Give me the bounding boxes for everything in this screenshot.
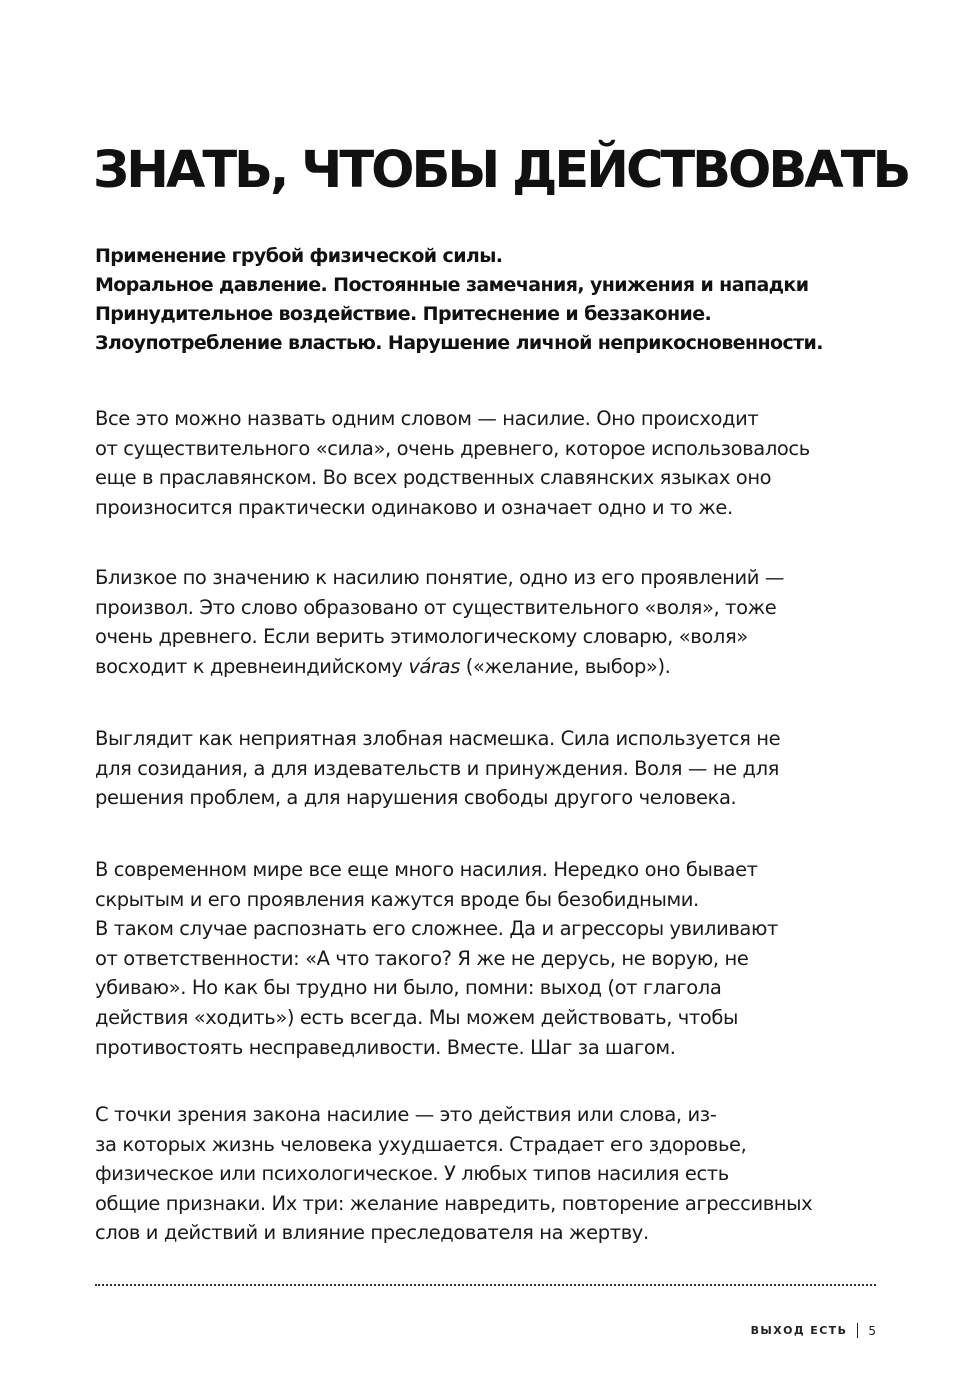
paragraph-line: произносится практически одинаково и означает одно и то же. (95, 495, 733, 519)
paragraph-line: общие признаки. Их три: желание навредить, повторение агрессивных (95, 1191, 813, 1215)
paragraph-line: восходит к древнеиндийскому váras («желание, выбор»). (95, 654, 671, 678)
paragraph-line: от существительного «сила», очень древнего, которое использовалось (95, 436, 810, 460)
paragraph-line: для созидания, а для издевательств и принуждения. Воля — не для (95, 756, 779, 780)
paragraph-line: скрытым и его проявления кажутся вроде бы безобидными. (95, 887, 699, 911)
paragraph-line: В таком случае распознать его сложнее. Да и агрессоры увиливают (95, 917, 778, 941)
paragraph-line: Все это можно назвать одним словом — насилие. Оно происходит (95, 407, 759, 430)
dotted-divider (95, 1284, 876, 1286)
page-number: 5 (868, 1323, 876, 1338)
footer-separator (857, 1323, 858, 1338)
paragraph-line: противостоять несправедливости. Вместе. Шаг за шагом. (95, 1035, 676, 1059)
paragraph-line: от ответственности: «А что такого? Я же не дерусь, не ворую, не (95, 946, 749, 970)
paragraph-line: еще в праславянском. Во всех родственных славянских языках оно (95, 466, 772, 490)
lead-line: Злоупотребление властью. Нарушение личной неприкосновенности. (95, 332, 823, 354)
paragraph-etymology-violence (95, 404, 895, 522)
paragraph-mockery (95, 724, 895, 813)
page-footer (751, 1323, 876, 1338)
paragraph-line: С точки зрения закона насилие — это действия или слова, из- (95, 1103, 717, 1126)
paragraph-line: убиваю». Но как бы трудно ни было, помни: выход (от глагола (95, 976, 722, 1000)
paragraph-etymology-arbitrariness (95, 563, 895, 681)
paragraph-line: решения проблем, а для нарушения свободы другого человека. (95, 786, 737, 810)
paragraph-line: Близкое по значению к насилию понятие, одно из его проявлений — (95, 566, 784, 589)
paragraph-legal-definition (95, 1100, 895, 1248)
paragraph-line: действия «ходить») есть всегда. Мы можем действовать, чтобы (95, 1005, 739, 1029)
paragraph-line: произвол. Это слово образовано от существительного «воля», тоже (95, 595, 777, 619)
lead-block (95, 242, 895, 358)
paragraph-line: физическое или психологическое. У любых типов насилия есть (95, 1162, 729, 1186)
lead-line: Принудительное воздействие. Притеснение и беззаконие. (95, 303, 712, 325)
lead-line: Применение грубой физической силы. (95, 245, 503, 267)
page-title: ЗНАТЬ, ЧТОБЫ ДЕЙСТВОВАТЬ (93, 141, 909, 200)
paragraph-modern-world (95, 855, 895, 1062)
paragraph-line: за которых жизнь человека ухудшается. Страдает его здоровье, (95, 1132, 747, 1156)
paragraph-line: Выглядит как неприятная злобная насмешка. Сила используется не (95, 727, 781, 750)
paragraph-line: очень древнего. Если верить этимологическому словарю, «воля» (95, 625, 748, 649)
paragraph-line: слов и действий и влияние преследователя на жертву. (95, 1221, 649, 1245)
running-title: ВЫХОД ЕСТЬ (750, 1324, 848, 1337)
paragraph-line: В современном мире все еще много насилия. Нередко оно бывает (95, 858, 758, 881)
lead-line: Моральное давление. Постоянные замечания, унижения и нападки (95, 274, 809, 296)
